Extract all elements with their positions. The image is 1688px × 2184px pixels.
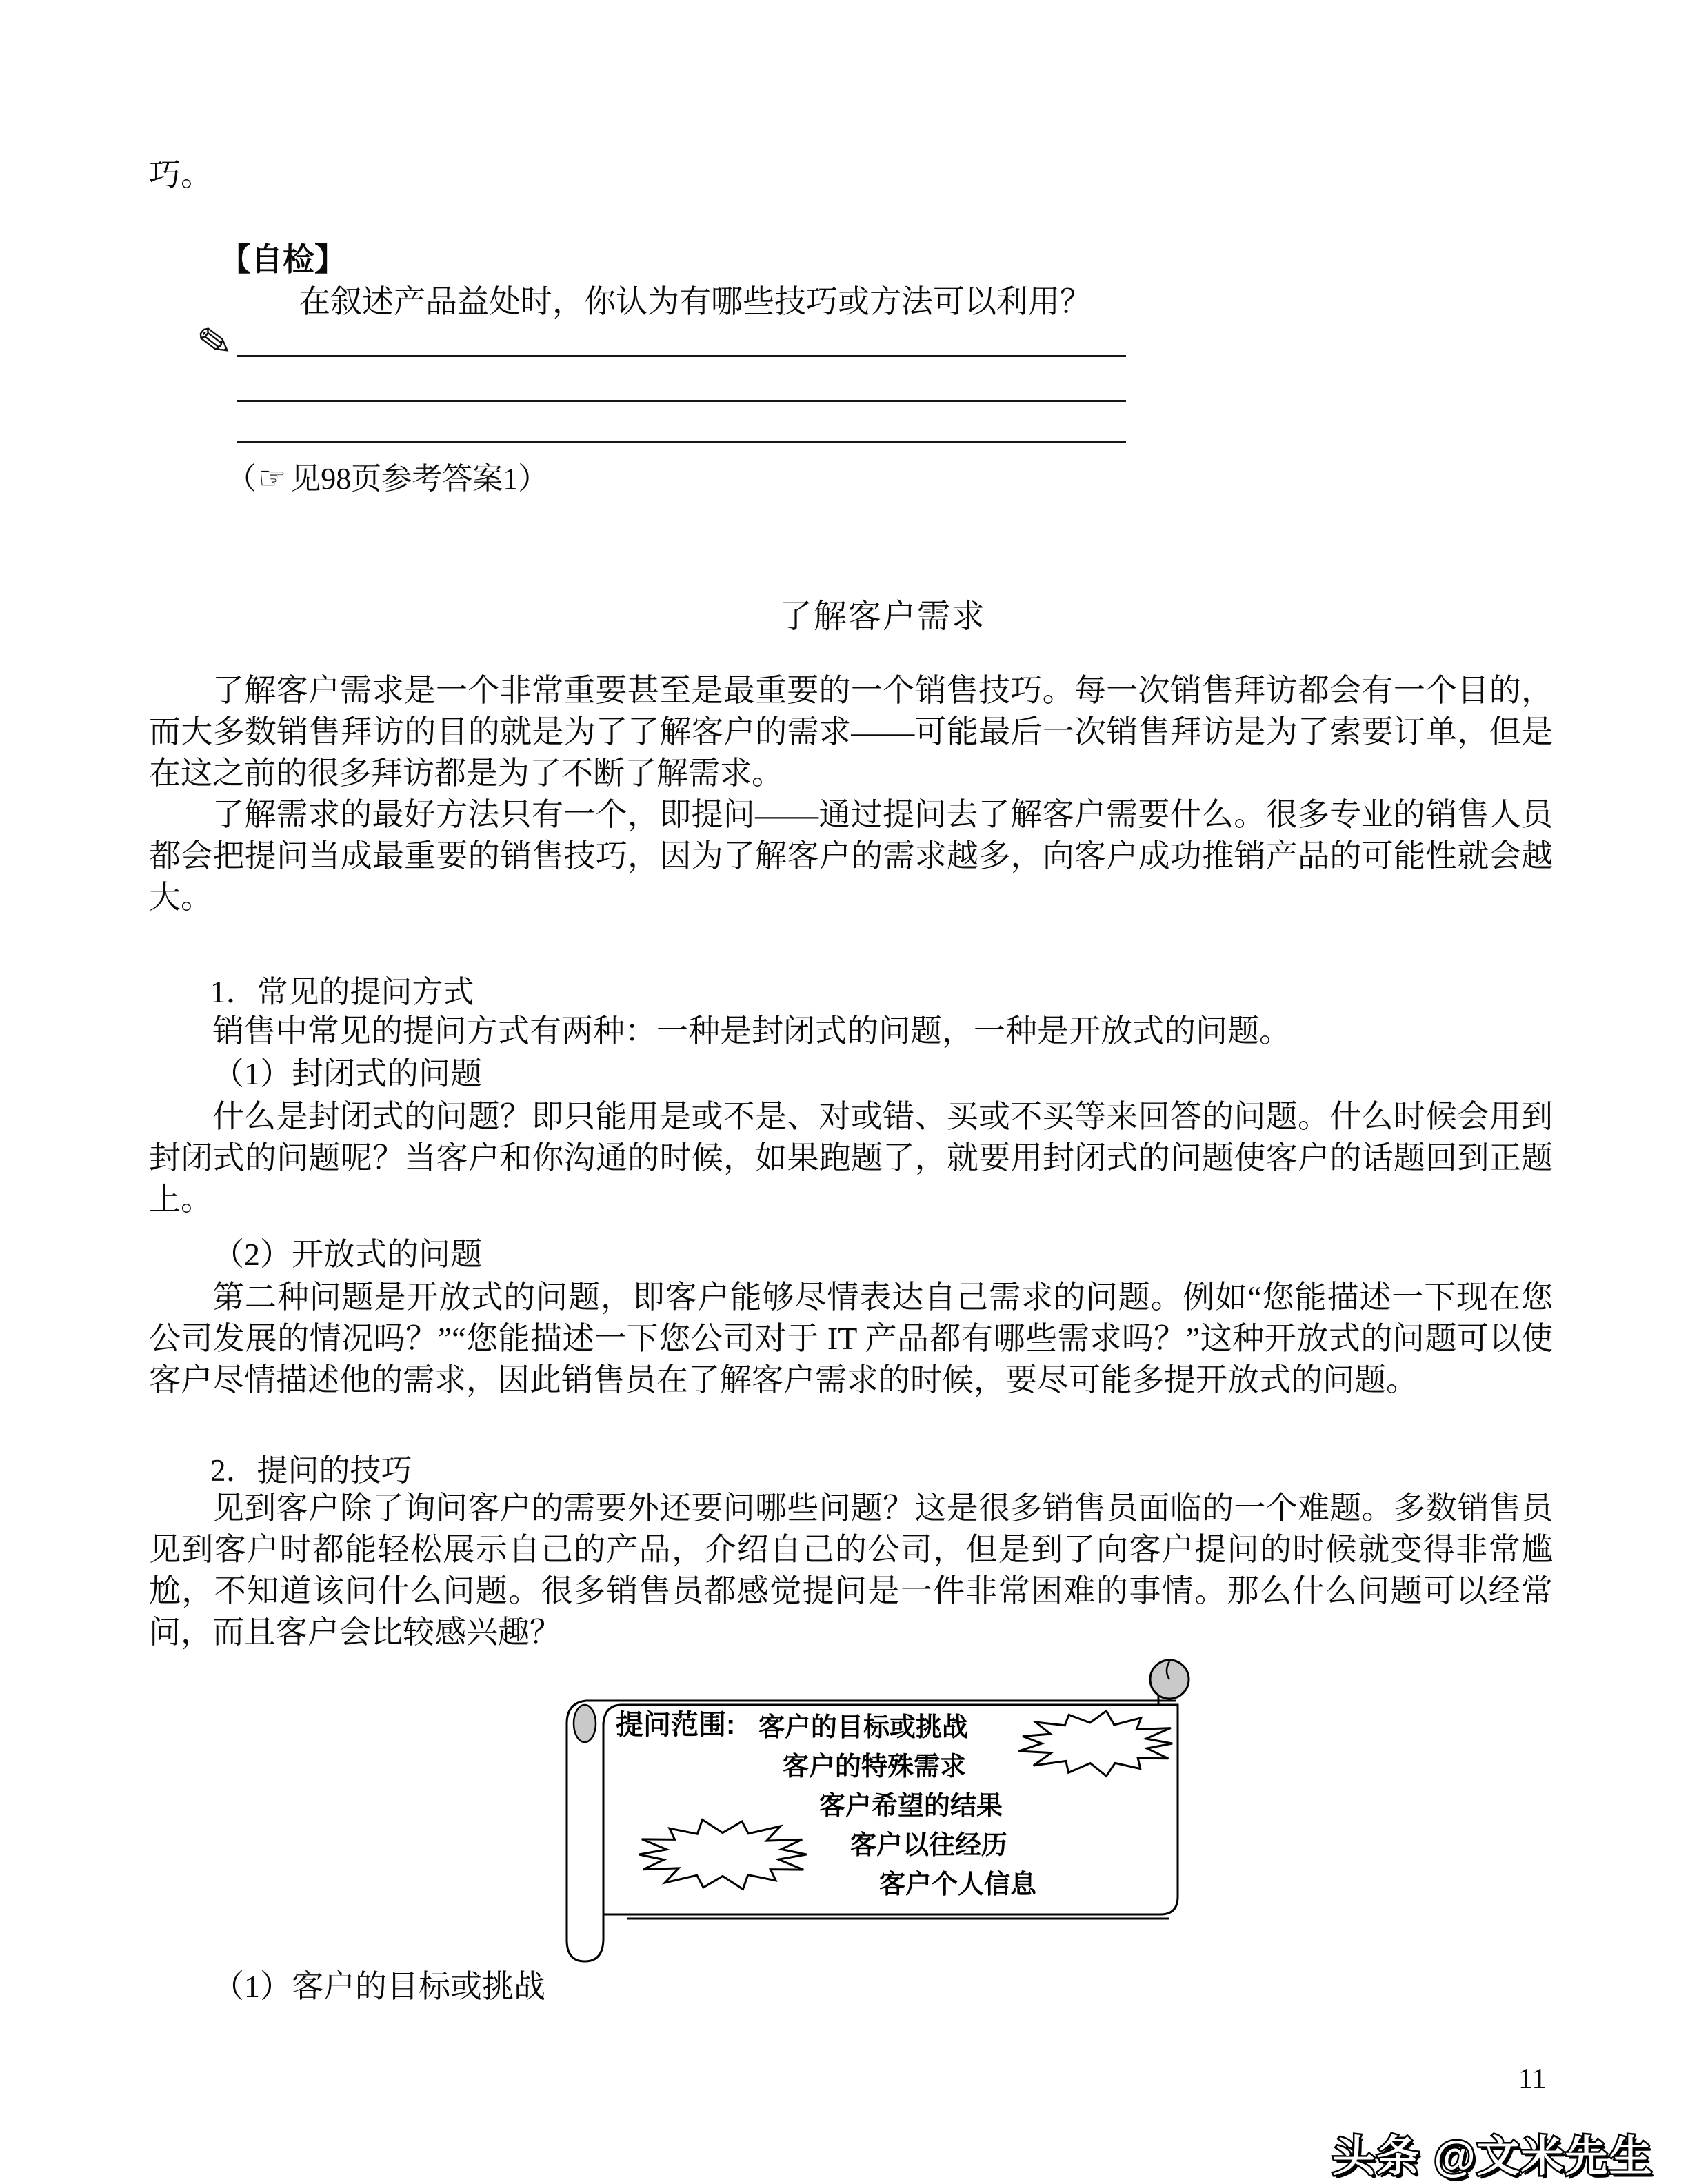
pointing-hand-icon: ☞ [258, 459, 287, 496]
question-scope-scroll-figure [545, 1652, 1200, 1972]
subsection2-body: 见到客户除了询问客户的需要外还要问哪些问题？这是很多销售员面临的一个难题。多数销售员见到客户时都能轻松展示自己的产品，介绍自己的公司，但是到了向客户提问的时候就变得非常尴尬，不知道该问什么问题。很多销售员都感觉提问是一件非常困难的事情。那么什么问题可以经常问，而且客户会比较感兴趣？ [149, 1490, 1553, 1650]
subsection1-item1-label: （1）封闭式的问题 [212, 1056, 482, 1091]
scroll-item: 客户的特殊需求 [783, 1752, 967, 1781]
paragraph: 了解客户需求是一个非常重要甚至是最重要的一个销售技巧。每一次销售拜访都会有一个目的，而大多数销售拜访的目的就是为了了解客户的需求——可能最后一次销售拜访是为了索要订单，但是在这之前的很多拜访都是为了不断了解需求。 [149, 673, 1553, 791]
writing-pen-icon: ✎ [194, 316, 235, 370]
reference-note [226, 454, 548, 498]
subsection1-item1-body: 什么是封闭式的问题？即只能用是或不是、对或错、买或不买等来回答的问题。什么时候会用到封闭式的问题呢？当客户和你沟通的时候，如果跑题了，就要用封闭式的问题使客户的话题回到正题上。 [149, 1099, 1553, 1217]
answer-line [237, 400, 1126, 402]
paragraph: 了解需求的最好方法只有一个，即提问——通过提问去了解客户需要什么。很多专业的销售人员都会把提问当成最重要的销售技巧，因为了解客户的需求越多，向客户成功推销产品的可能性就会越大。 [149, 797, 1553, 915]
subsection1-item2-label: （2）开放式的问题 [212, 1237, 482, 1272]
reference-open: （ [226, 462, 257, 496]
scroll-item: 客户个人信息 [879, 1870, 1037, 1899]
answer-line [237, 355, 1126, 357]
subsection1-intro: 销售中常见的提问方式有两种：一种是封闭式的问题，一种是开放式的问题。 [212, 1013, 1291, 1049]
answer-line [237, 441, 1126, 443]
section-title: 了解客户需求 [779, 598, 987, 635]
scroll-left-roll-end [574, 1705, 596, 1742]
self-check-question: 在叙述产品益处时，你认为有哪些技巧或方法可以利用？ [299, 284, 1092, 319]
page-number: 11 [1518, 2063, 1547, 2095]
scroll-label: 提问范围: [616, 1710, 736, 1740]
subsection1-item2-body: 第二种问题是开放式的问题，即客户能够尽情表达自己需求的问题。例如“您能描述一下现在您公司发展的情况吗？”“您能描述一下您公司对于 IT 产品都有哪些需求吗？”这种开放式的问题可以使客户尽情描述他的需求，因此销售员在了解客户需求的时候，要尽可能多提开放式的问题。 [149, 1280, 1553, 1397]
continuation-text: 巧。 [149, 157, 212, 192]
after-figure-item-label: （1）客户的目标或挑战 [212, 1969, 545, 2004]
reference-text: 见98页参考答案1） [290, 462, 549, 496]
scroll-item: 客户的目标或挑战 [758, 1713, 969, 1742]
self-check-heading: 【自检】 [219, 242, 346, 277]
subsection2-heading: 2．提问的技巧 [210, 1453, 412, 1488]
scroll-item: 客户希望的结果 [819, 1792, 1003, 1821]
subsection1-heading: 1．常见的提问方式 [210, 975, 474, 1009]
toutiao-watermark: 头条 @文米先生 [1332, 2133, 1654, 2181]
scroll-item: 客户以往经历 [850, 1831, 1008, 1860]
